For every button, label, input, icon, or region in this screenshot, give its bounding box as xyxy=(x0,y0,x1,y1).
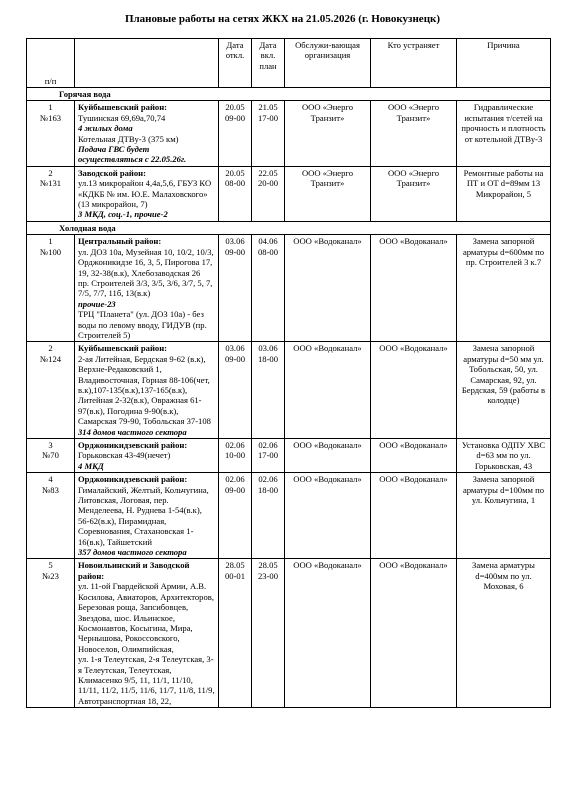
address-note: 314 домов частного сектора xyxy=(78,426,187,437)
fixer-cell: ООО «Водоканал» xyxy=(371,439,457,473)
section-row xyxy=(27,88,551,101)
header-reason: Причина xyxy=(457,39,551,88)
district-name: Новоильинский и Заводской район: xyxy=(78,560,190,581)
date-off-cell: 28.05 00-01 xyxy=(219,559,252,708)
table-row xyxy=(27,166,551,221)
page-title: Плановые работы на сетях ЖКХ на 21.05.2026 (г. Новокузнецк) xyxy=(124,13,441,25)
address-line: Гималайский, Желтый, Кольчугина, Литовская, Логовая, пер. Менделеева, Н. Руднева 1-54(в.к), 56-62(в.к), Пирамидная, Соревнования, Стахановская 1-16(в.к), Тайшетский xyxy=(78,484,209,547)
address-note: Подача ГВС будет осуществляться с 22.05.26г. xyxy=(78,144,187,165)
service-org-cell: ООО «Водоканал» xyxy=(285,559,371,708)
fixer-cell: ООО «Водоканал» xyxy=(371,559,457,708)
header-fixer: Кто устраняет xyxy=(371,39,457,88)
address-cell xyxy=(75,166,219,221)
address-line: ул. ДОЗ 10а, Музейная 10, 10/2, 10/3, Орджоникидзе 16, 3, 5, Пирогова 17, 19, 32-38(в.к), Хлебозаводская 26 xyxy=(78,246,214,278)
district-name: Центральный район: xyxy=(78,236,162,247)
row-index: 2 xyxy=(48,343,53,354)
header-date-off: Дата откл. xyxy=(219,39,252,88)
row-index: 1 xyxy=(48,236,53,247)
reason-cell: Замена запорной арматуры d=600мм по пр. Строителей 3 к.7 xyxy=(457,235,551,342)
table-row xyxy=(27,101,551,166)
row-index: 1 xyxy=(48,102,53,113)
row-id: №100 xyxy=(39,246,62,257)
address-note: 357 домов частного сектора xyxy=(78,547,187,558)
address-note: 4 МКД xyxy=(78,460,104,471)
address-line: (13 микрорайон, 7) xyxy=(78,199,148,210)
reason-cell: Замена арматуры d=400мм по ул. Моховая, 6 xyxy=(457,559,551,708)
date-off-cell: 03.06 09-00 xyxy=(219,342,252,439)
address-cell xyxy=(75,473,219,559)
fixer-cell: ООО «Водоканал» xyxy=(371,235,457,342)
date-on-cell: 02.06 17-00 xyxy=(252,439,285,473)
date-off-cell: 02.06 10-00 xyxy=(219,439,252,473)
address-line: ТРЦ "Планета" (ул. ДОЗ 10а) - без воды по левому вводу, ГИДУВ (пр. Строителей 5) xyxy=(78,309,207,340)
address-cell xyxy=(75,439,219,473)
address-line: ул. 1-я Телеутская, 2-я Телеутская, 3-я Телеутская, Телеутская, Климасенко 9/5, 11, 11/1, 11/10, 11/11, 11/2, 11/5, 11/6, 11/7, 11/8, 11/9, Автотранспортная 18, 22, xyxy=(78,654,215,706)
table-row xyxy=(27,439,551,473)
address-note: прочие-23 xyxy=(78,298,116,309)
date-off-cell: 03.06 09-00 xyxy=(219,235,252,342)
fixer-cell: ООО «Энерго Транзит» xyxy=(371,166,457,221)
date-on-cell: 28.05 23-00 xyxy=(252,559,285,708)
reason-cell: Гидравлические испытания т/сетей на прочность и плотность от котельной ДТВу-3 xyxy=(457,101,551,166)
service-org-cell: ООО «Водоканал» xyxy=(285,342,371,439)
reason-cell: Замена запорной арматуры d=100мм по ул. Кольчугина, 1 xyxy=(457,473,551,559)
header-num: п/п xyxy=(27,39,75,88)
address-line: Тушинская 69,69а,70,74 xyxy=(78,112,166,123)
reason-cell: Ремонтные работы на ПТ и ОТ d=89мм 13 Микрорайон, 5 xyxy=(457,166,551,221)
row-number-cell xyxy=(27,473,75,559)
address-note: 4 жилых дома xyxy=(78,123,133,134)
section-title: Горячая вода xyxy=(27,88,551,101)
address-line: ул.13 микрорайон 4,4а,5,6, ГБУЗ КО «КДКБ № им. Ю.Е. Малаховского» xyxy=(78,178,212,199)
service-org-cell: ООО «Водоканал» xyxy=(285,235,371,342)
table-row xyxy=(27,342,551,439)
row-number-cell xyxy=(27,439,75,473)
date-on-cell: 22.05 20-00 xyxy=(252,166,285,221)
row-id: №124 xyxy=(39,353,62,364)
reason-cell: Установка ОДПУ ХВС d=63 мм по ул. Горьковская, 43 xyxy=(457,439,551,473)
row-index: 3 xyxy=(48,440,53,450)
service-org-cell: ООО «Водоканал» xyxy=(285,439,371,473)
district-name: Орджоникидзевский район: xyxy=(78,474,188,485)
works-table xyxy=(26,38,551,708)
address-note: 3 МКД, соц.-1, прочие-2 xyxy=(78,209,168,220)
service-org-cell: ООО «Энерго Транзит» xyxy=(285,101,371,166)
date-on-cell: 03.06 18-00 xyxy=(252,342,285,439)
district-name: Куйбышевский район: xyxy=(78,102,168,113)
row-id: №23 xyxy=(42,570,59,581)
address-cell xyxy=(75,559,219,708)
date-on-cell: 21.05 17-00 xyxy=(252,101,285,166)
date-off-cell: 20.05 08-00 xyxy=(219,166,252,221)
address-line: Котельная ДТВу-3 (375 км) xyxy=(78,133,179,144)
fixer-cell: ООО «Энерго Транзит» xyxy=(371,101,457,166)
row-number-cell xyxy=(27,235,75,342)
reason-cell: Замена запорной арматуры d=50 мм ул. Тобольская, 50, ул. Самарская, 92, ул. Бердская, 59 (работы в колодце) xyxy=(457,342,551,439)
header-address xyxy=(75,39,219,88)
address-cell xyxy=(75,235,219,342)
address-line: ул. 11-ой Гвардейской Армии, А.В. Косилова, Авиаторов, Архитекторов, Березовая роща, Запсибовцев, Звездова, шос. Ильинское, Космонавтов, Косыгина, Мира, Чернышова, Рокоссовского, Новоселов, Олимпийская, xyxy=(78,581,214,654)
table-body xyxy=(27,88,551,708)
row-number-cell xyxy=(27,166,75,221)
table-row xyxy=(27,235,551,342)
row-number-cell xyxy=(27,101,75,166)
date-on-cell: 02.06 18-00 xyxy=(252,473,285,559)
district-name: Заводской район: xyxy=(78,167,146,178)
address-line: пр. Строителей 3/3, 3/5, 3/6, 3/7, 5, 7, 7/5, 7/7, 11б, 13(в.к) xyxy=(78,277,213,299)
district-name: Орджоникидзевский район: xyxy=(78,440,188,450)
row-id: №83 xyxy=(42,484,59,495)
date-off-cell: 02.06 09-00 xyxy=(219,473,252,559)
row-index: 4 xyxy=(48,474,53,485)
section-row xyxy=(27,221,551,234)
row-number-cell xyxy=(27,559,75,708)
address-line: Горьковская 43-49(нечет) xyxy=(78,450,171,461)
service-org-cell: ООО «Энерго Транзит» xyxy=(285,166,371,221)
service-org-cell: ООО «Водоканал» xyxy=(285,473,371,559)
row-index: 5 xyxy=(48,560,53,571)
row-index: 2 xyxy=(48,167,53,178)
row-id: №163 xyxy=(39,112,62,123)
date-on-cell: 04.06 08-00 xyxy=(252,235,285,342)
row-id: №131 xyxy=(39,178,62,189)
fixer-cell: ООО «Водоканал» xyxy=(371,342,457,439)
table-row xyxy=(27,559,551,708)
address-line: 2-ая Литейная, Бердская 9-62 (в.к), Верхне-Редаковский 1, Владивосточная, Горная 88-106(чет, в.к),107-135(в.к),137-165(в.к), Литейная 2-32(в.к), Овражная 61-97(в.к), Погодина 9-90(в.к), Самарская 79-90, Тобольская 37-108 xyxy=(78,353,211,427)
address-cell xyxy=(75,101,219,166)
row-number-cell xyxy=(27,342,75,439)
header-row xyxy=(27,39,551,88)
section-title: Холодная вода xyxy=(27,221,551,234)
date-off-cell: 20.05 09-00 xyxy=(219,101,252,166)
table-row xyxy=(27,473,551,559)
header-service-org: Обслужи-вающая организация xyxy=(285,39,371,88)
address-cell xyxy=(75,342,219,439)
row-id: №70 xyxy=(42,450,59,461)
district-name: Куйбышевский район: xyxy=(78,343,168,354)
header-date-on: Дата вкл. план xyxy=(252,39,285,88)
fixer-cell: ООО «Водоканал» xyxy=(371,473,457,559)
